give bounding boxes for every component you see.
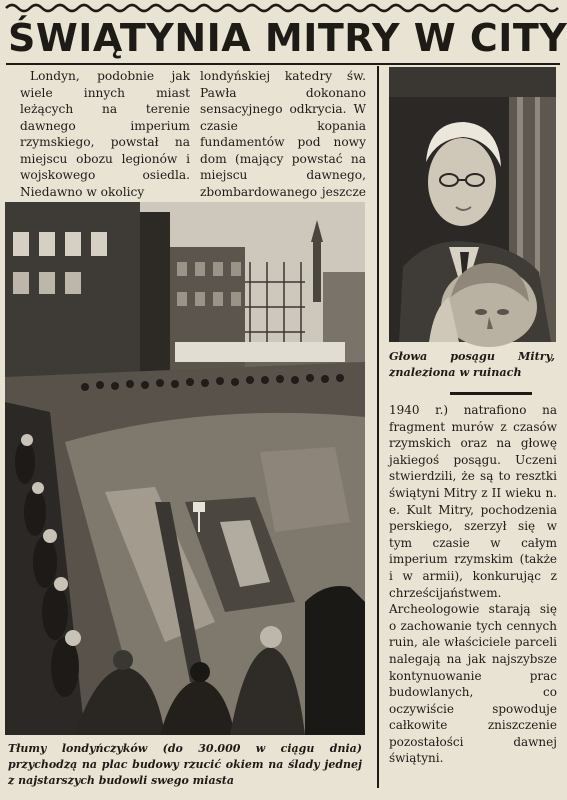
ornamental-wavy-rule — [6, 2, 560, 14]
article-text-col2: londyńskiej katedry św. Pawła dokonano sensacyjnego odkrycia. W czasie kopania fundamentów pod nowy dom (mający powstać na miejscu dawnego, zbombardowanego jeszcze — [200, 69, 366, 199]
article-text-col3: 1940 r.) natrafiono na fragment murów z czasów rzymskich oraz na głowę jakiegoś posągu. Uczeni stwierdzili, że są to resztki świątyni Mitry z II wieku n. e. Kult Mitry, pochodzenia perskiego, szerzył się w tym czasie w całym imperium rzymskim (także i w armii), konkurując z chrześcijaństwem. Archeologowie starają się o zachowanie tych cennych ruin, ale właściciele parceli nalegają na jak najszybsze kontynuowanie prac budowlanych, co oczywiście spowoduje całkowite zniszczenie pozostałości dawnej świątyni. — [389, 403, 557, 766]
caption-portrait-rule — [450, 392, 532, 395]
column-divider — [377, 66, 379, 788]
headline: ŚWIĄTYNIA MITRY W CITY — [8, 16, 567, 60]
article-text-col1: Londyn, podobnie jak wiele innych miast leżących na terenie dawnego imperium rzymskiego, powstał na miejscu obozu legionów i wojskowego osiedla. Niedawno w okolicy — [20, 69, 190, 199]
headline-rule — [6, 63, 560, 65]
photo-archaeologist-with-mithras-head — [389, 67, 556, 342]
caption-excavation: Tłumy londyńczyków (do 30.000 w ciągu dnia) przychodzą na plac budowy rzucić okiem na ślady jednej z najstarszych budowli swego miasta — [8, 742, 362, 787]
caption-portrait: Głowa posągu Mitry, znaleziona w ruinach — [389, 349, 555, 379]
article-column-2 — [200, 68, 366, 198]
article-column-3 — [389, 402, 557, 792]
photo-excavation-site-crowds — [5, 202, 365, 735]
article-column-1 — [20, 68, 190, 198]
